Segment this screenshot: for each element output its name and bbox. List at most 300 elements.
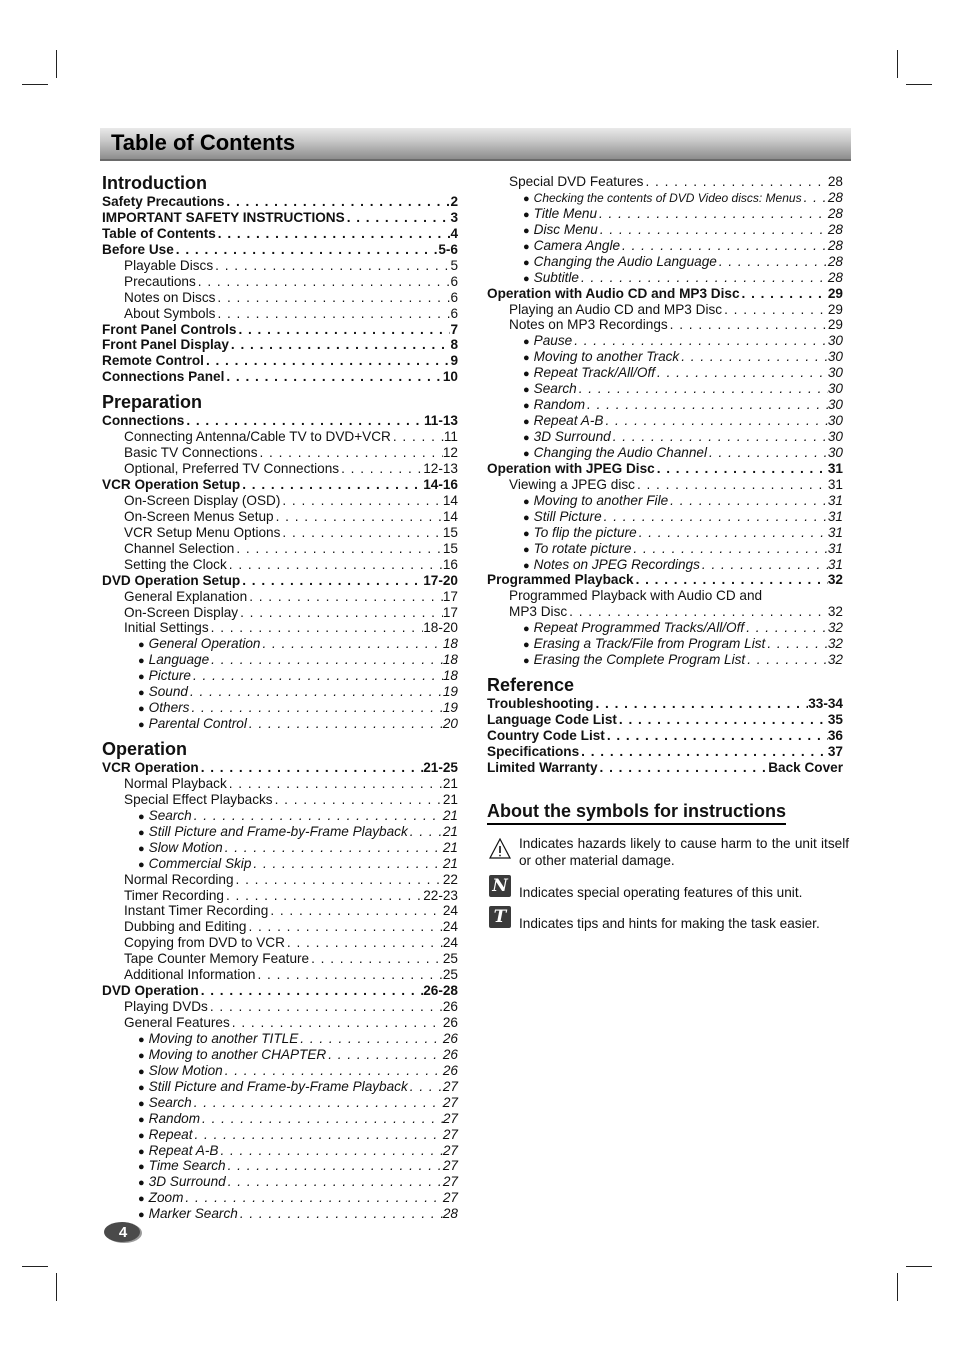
toc-entry[interactable] (102, 477, 458, 493)
dot-leader (199, 760, 424, 776)
toc-entry-page: 3 (450, 209, 458, 225)
toc-entry-label: Channel Selection (124, 540, 235, 556)
section-heading-preparation: Preparation (102, 392, 203, 413)
toc-entry[interactable] (487, 572, 843, 588)
crop-mark (897, 50, 898, 78)
toc-entry-label: ● Random (523, 397, 586, 413)
bullet-icon: ● (523, 527, 530, 540)
dot-leader (196, 274, 451, 290)
toc-entry-page: 28 (827, 253, 843, 269)
dot-leader (611, 429, 828, 445)
toc-entry[interactable] (102, 935, 458, 951)
toc-entry-page: 14 (442, 508, 458, 524)
bullet-icon: ● (523, 511, 530, 524)
toc-entry-page: 28 (827, 237, 843, 253)
toc-entry-page: 37 (827, 743, 843, 759)
bullet-icon: ● (523, 336, 530, 349)
toc-entry[interactable] (487, 317, 843, 333)
toc-entry-page: 6 (450, 289, 458, 305)
toc-entry[interactable] (102, 413, 458, 429)
toc-entry-label: ● 3D Surround (138, 1174, 226, 1190)
toc-entry[interactable] (487, 270, 843, 286)
toc-entry-label: Connecting Antenna/Cable TV to DVD+VCR (124, 429, 391, 445)
toc-entry-label: ● Repeat A-B (523, 413, 604, 429)
toc-entry[interactable] (487, 238, 843, 254)
toc-entry[interactable] (102, 493, 458, 509)
toc-entry[interactable] (487, 174, 843, 190)
dot-leader (408, 1079, 443, 1095)
bullet-icon: ● (523, 432, 530, 444)
page-title: Table of Contents (111, 130, 296, 155)
dot-leader (183, 1190, 442, 1206)
toc-entry-label: ● Repeat A-B (138, 1142, 219, 1158)
toc-entry-label: Tape Counter Memory Feature (124, 951, 310, 967)
toc-entry-page: 31 (827, 540, 843, 556)
toc-reference-rows (487, 696, 843, 776)
toc-entry-page: 21 (442, 807, 458, 823)
toc-entry[interactable] (102, 557, 458, 573)
toc-entry[interactable] (487, 712, 843, 728)
tip-t-icon: T (489, 906, 511, 928)
toc-entry[interactable] (487, 365, 843, 381)
toc-entry[interactable] (102, 1095, 458, 1111)
dot-leader (617, 712, 828, 728)
bullet-icon: ● (523, 384, 530, 397)
toc-entry[interactable] (102, 983, 458, 999)
toc-entry[interactable] (102, 210, 458, 226)
toc-entry[interactable] (487, 509, 843, 525)
dot-leader (192, 1095, 443, 1111)
toc-entry[interactable] (102, 1079, 458, 1095)
toc-entry-label: ● Still Picture and Frame-by-Frame Playback (138, 1078, 408, 1094)
toc-entry-label: ● Commercial Skip (138, 855, 252, 871)
toc-entry[interactable] (487, 190, 843, 206)
bullet-icon: ● (138, 1129, 145, 1142)
toc-entry[interactable] (487, 620, 843, 636)
toc-entry[interactable] (487, 652, 843, 668)
toc-entry-page: 16 (442, 556, 458, 572)
dot-leader (191, 668, 443, 684)
toc-entry-label: Viewing a JPEG disc (509, 476, 635, 492)
toc-entry[interactable] (102, 322, 458, 338)
toc-entry-page: 31 (827, 460, 843, 476)
toc-entry[interactable] (102, 337, 458, 353)
toc-right-column (487, 174, 843, 776)
toc-entry-page: 20 (442, 716, 458, 732)
dot-leader (230, 1015, 443, 1031)
bullet-icon: ● (138, 1097, 145, 1110)
toc-entry[interactable] (102, 258, 458, 274)
toc-entry[interactable] (487, 541, 843, 557)
toc-entry[interactable] (102, 1206, 458, 1222)
toc-entry[interactable] (102, 589, 458, 605)
toc-entry[interactable] (487, 728, 843, 744)
dot-leader (251, 856, 442, 872)
toc-entry-page: 18-20 (423, 620, 458, 636)
section-heading-reference: Reference (487, 675, 575, 696)
toc-entry-label: On-Screen Display (OSD) (124, 492, 281, 508)
toc-entry-label: Playable Discs (124, 257, 214, 273)
toc-entry[interactable] (102, 999, 458, 1015)
toc-entry[interactable] (102, 274, 458, 290)
toc-entry-page: 4 (450, 225, 458, 241)
toc-entry[interactable] (487, 397, 843, 413)
toc-entry[interactable] (102, 888, 458, 904)
toc-entry[interactable] (487, 696, 843, 712)
toc-entry-label: VCR Operation (102, 760, 199, 775)
bullet-icon: ● (138, 826, 145, 839)
toc-entry-page: 18 (442, 652, 458, 668)
toc-entry-page: 28 (827, 189, 843, 205)
dot-leader (224, 194, 450, 210)
toc-entry-label: ● Language (138, 652, 210, 668)
toc-entry[interactable] (102, 760, 458, 776)
dot-leader (234, 541, 443, 557)
toc-entry-wrapped-line[interactable]: Programmed Playback with Audio CD and (509, 588, 763, 604)
toc-entry[interactable] (102, 903, 458, 919)
toc-entry[interactable] (487, 349, 843, 365)
dot-leader (744, 620, 828, 636)
toc-entry-label: Playing DVDs (124, 999, 208, 1015)
bullet-icon: ● (138, 810, 145, 823)
toc-entry[interactable] (102, 242, 458, 258)
dot-leader (285, 935, 443, 951)
toc-entry[interactable] (102, 1190, 458, 1206)
toc-entry-label: Language Code List (487, 712, 617, 727)
symbol-text: Indicates special operating features of this unit. (519, 885, 803, 900)
toc-entry-label: ● Random (138, 1110, 201, 1126)
toc-entry[interactable] (487, 636, 843, 652)
dot-leader (655, 365, 828, 381)
dot-leader (240, 477, 423, 493)
toc-entry-label: ● Repeat Track/All/Off (523, 365, 656, 381)
section-heading-operation: Operation (102, 739, 188, 759)
toc-entry[interactable] (102, 1047, 458, 1063)
toc-entry-label: Setting the Clock (124, 556, 227, 572)
symbol-row-tip (487, 906, 849, 930)
toc-entry[interactable] (102, 840, 458, 856)
dot-leader (227, 557, 443, 573)
toc-entry[interactable] (102, 872, 458, 888)
toc-entry-label: On-Screen Menus Setup (124, 508, 274, 524)
toc-entry[interactable] (102, 509, 458, 525)
toc-entry[interactable] (487, 493, 843, 509)
toc-entry[interactable] (487, 206, 843, 222)
toc-entry-label: General Features (124, 1015, 230, 1030)
toc-entry[interactable] (102, 967, 458, 983)
toc-entry-page: 26 (442, 1062, 458, 1078)
toc-entry[interactable] (102, 684, 458, 700)
dot-leader (208, 999, 443, 1015)
toc-entry[interactable] (102, 792, 458, 808)
toc-entry-label: ● Time Search (138, 1158, 226, 1174)
toc-entry[interactable] (102, 290, 458, 306)
toc-entry-page: 18 (442, 636, 458, 652)
toc-entry[interactable] (102, 194, 458, 210)
dot-leader (274, 509, 443, 525)
toc-entry[interactable] (487, 286, 843, 302)
toc-entry-page: 32 (827, 652, 843, 668)
toc-entry[interactable] (487, 254, 843, 270)
toc-entry-label: On-Screen Display (124, 604, 239, 620)
toc-entry[interactable] (487, 413, 843, 429)
toc-entry[interactable] (487, 461, 843, 477)
toc-entry-label: MP3 Disc (509, 604, 568, 620)
toc-entry[interactable] (487, 477, 843, 493)
toc-entry-label: Basic TV Connections (124, 445, 258, 461)
section-heading-introduction: Introduction (102, 173, 207, 193)
toc-entry[interactable] (487, 222, 843, 238)
dot-leader (224, 369, 443, 385)
bullet-icon: ● (523, 416, 530, 429)
toc-left-column (102, 172, 458, 1222)
crop-mark (906, 84, 932, 85)
toc-entry[interactable] (102, 824, 458, 840)
toc-entry[interactable] (102, 525, 458, 541)
toc-entry-page: 12 (442, 445, 458, 461)
toc-entry-page: 28 (827, 205, 843, 221)
bullet-icon: ● (138, 1113, 145, 1126)
toc-entry-label: General Explanation (124, 588, 248, 604)
toc-entry[interactable] (487, 525, 843, 541)
bullet-icon: ● (138, 655, 145, 668)
page-number: 4 (118, 1224, 128, 1241)
bullet-icon: ● (138, 671, 145, 684)
bullet-icon: ● (523, 639, 530, 652)
toc-entry-page: 24 (442, 935, 458, 951)
dot-leader (635, 477, 828, 493)
toc-entry[interactable] (102, 636, 458, 652)
toc-entry-page: 32 (827, 620, 843, 636)
toc-entry[interactable] (102, 856, 458, 872)
toc-entry-label: IMPORTANT SAFETY INSTRUCTIONS (102, 209, 345, 225)
toc-entry-label: ● To rotate picture (523, 540, 632, 556)
toc-entry-label: Initial Settings (124, 620, 209, 636)
dot-leader (218, 1143, 442, 1159)
dot-leader (280, 493, 443, 509)
dot-leader (620, 238, 828, 254)
dot-leader (273, 792, 443, 808)
bullet-icon: ● (523, 368, 530, 381)
toc-entry[interactable] (102, 461, 458, 477)
toc-entry[interactable] (102, 716, 458, 732)
toc-entry-page: 30 (827, 397, 843, 413)
toc-entry-label: Operation with Audio CD and MP3 Disc (487, 285, 740, 301)
toc-entry-label: Normal Recording (124, 871, 234, 887)
dot-leader (391, 429, 444, 445)
toc-entry[interactable] (487, 381, 843, 397)
crop-mark (22, 84, 48, 85)
dot-leader (577, 381, 828, 397)
dot-leader (199, 983, 424, 999)
dot-leader (258, 445, 443, 461)
dot-leader (668, 493, 828, 509)
symbol-text: Indicates hazards likely to cause harm to the unit itself or other material damage. (519, 836, 849, 868)
crop-mark (906, 1266, 932, 1267)
toc-entry-label: VCR Operation Setup (102, 477, 241, 492)
toc-entry-page: 5-6 (438, 241, 458, 257)
toc-entry-label: Table of Contents (102, 225, 216, 241)
toc-entry-label: ● Moving to another CHAPTER (138, 1046, 327, 1062)
toc-entry[interactable] (102, 1143, 458, 1159)
toc-entry[interactable] (102, 951, 458, 967)
toc-entry[interactable] (487, 744, 843, 760)
toc-entry[interactable] (102, 1063, 458, 1079)
toc-entry[interactable] (102, 369, 458, 385)
toc-entry[interactable] (102, 776, 458, 792)
toc-entry[interactable] (102, 429, 458, 445)
toc-entry-page: 14-16 (423, 477, 458, 492)
toc-entry[interactable] (102, 1111, 458, 1127)
dot-leader (236, 322, 450, 338)
bullet-icon: ● (523, 192, 530, 205)
bullet-icon: ● (138, 1161, 145, 1174)
toc-entry-page: 22-23 (423, 887, 458, 903)
dot-leader (188, 684, 443, 700)
toc-entry[interactable] (102, 306, 458, 322)
dot-leader (223, 840, 443, 856)
toc-entry[interactable] (487, 760, 843, 776)
toc-entry[interactable] (102, 605, 458, 621)
toc-entry-label: ● Checking the contents of DVD Video discs: Menus (523, 190, 802, 205)
dot-leader (745, 652, 828, 668)
dot-leader (223, 1063, 443, 1079)
toc-entry-label: Front Panel Controls (102, 321, 237, 337)
dot-leader (598, 222, 828, 238)
toc-entry-page: 28 (827, 269, 843, 285)
toc-entry[interactable] (487, 445, 843, 461)
bullet-icon: ● (138, 1065, 145, 1078)
dot-leader (174, 242, 439, 258)
toc-entry[interactable] (102, 919, 458, 935)
dot-leader (597, 206, 828, 222)
dot-leader (572, 333, 828, 349)
toc-entry[interactable] (102, 1158, 458, 1174)
toc-entry-page: 29 (827, 317, 843, 333)
toc-entry-page: 26 (442, 1046, 458, 1062)
toc-entry[interactable] (487, 557, 843, 573)
toc-entry-label: Safety Precautions (102, 194, 225, 209)
toc-entry-page: 31 (827, 508, 843, 524)
bullet-icon: ● (138, 639, 145, 652)
toc-entry-label: ● Erasing a Track/File from Program List (523, 636, 766, 652)
dot-leader (224, 888, 423, 904)
toc-entry-page: 21 (442, 839, 458, 855)
toc-entry-label: ● Subtitle (523, 269, 579, 285)
toc-entry-label: Special DVD Features (509, 174, 644, 189)
toc-entry-label: Connections Panel (102, 369, 225, 385)
toc-entry-label: Normal Playback (124, 775, 227, 791)
bullet-icon: ● (523, 240, 530, 253)
dot-leader (192, 808, 443, 824)
bullet-icon: ● (138, 1049, 145, 1062)
dot-leader (226, 1174, 443, 1190)
dot-leader (189, 700, 442, 716)
toc-entry[interactable] (487, 333, 843, 349)
toc-entry-page: 21-25 (423, 760, 458, 775)
toc-entry-page: 17 (442, 588, 458, 604)
toc-entry[interactable] (102, 1031, 458, 1047)
toc-entry-label: ● Title Menu (523, 205, 597, 221)
crop-mark (56, 1273, 57, 1301)
bullet-icon: ● (138, 1081, 145, 1094)
bullet-icon: ● (138, 858, 145, 871)
crop-mark (56, 50, 57, 78)
dot-leader (227, 776, 443, 792)
toc-entry-page: 26 (442, 999, 458, 1015)
toc-entry[interactable] (102, 700, 458, 716)
toc-entry-page: 32 (827, 636, 843, 652)
toc-entry[interactable] (102, 620, 458, 636)
dot-leader (643, 174, 827, 190)
bullet-icon: ● (138, 1193, 145, 1206)
toc-entry-label: ● Pause (523, 333, 573, 349)
dot-leader (345, 210, 451, 226)
dot-leader (193, 1127, 443, 1143)
toc-entry-label: ● Still Picture and Frame-by-Frame Playback (138, 823, 408, 839)
bullet-icon: ● (523, 559, 530, 572)
toc-entry-page: 36 (827, 727, 843, 743)
toc-entry-label: ● Zoom (138, 1190, 184, 1206)
toc-entry[interactable] (487, 429, 843, 445)
toc-entry-page: 24 (442, 903, 458, 919)
toc-entry-page: 22 (442, 871, 458, 887)
toc-entry[interactable] (102, 1127, 458, 1143)
toc-entry-label: Limited Warranty (487, 759, 598, 775)
toc-entry[interactable] (102, 668, 458, 684)
dot-leader (229, 337, 451, 353)
warning-triangle-icon (489, 838, 511, 860)
dot-leader (268, 903, 443, 919)
dot-leader (326, 1047, 443, 1063)
bullet-icon: ● (138, 1177, 145, 1190)
toc-entry[interactable] (102, 1174, 458, 1190)
bullet-icon: ● (138, 719, 145, 732)
toc-entry-page: 30 (827, 349, 843, 365)
toc-entry[interactable] (102, 353, 458, 369)
toc-entry[interactable] (102, 541, 458, 557)
dot-leader (679, 349, 828, 365)
toc-entry-page: 27 (442, 1078, 458, 1094)
toc-entry-page: 30 (827, 365, 843, 381)
toc-entry[interactable] (102, 1015, 458, 1031)
toc-entry-page: 18 (442, 668, 458, 684)
toc-entry-page: 29 (827, 285, 843, 301)
dot-leader (213, 258, 450, 274)
note-n-icon: N (489, 875, 511, 897)
dot-leader (579, 744, 828, 760)
dot-leader (408, 824, 443, 840)
toc-entry[interactable] (102, 445, 458, 461)
bullet-icon: ● (138, 1209, 145, 1222)
toc-entry[interactable] (487, 302, 843, 318)
symbol-row-warning (487, 835, 849, 871)
toc-entry-label: ● Picture (138, 668, 191, 684)
toc-entry[interactable] (487, 604, 843, 620)
toc-entry[interactable] (102, 573, 458, 589)
toc-entry-page: 21 (442, 791, 458, 807)
toc-entry-page: 27 (442, 1094, 458, 1110)
bullet-icon: ● (523, 400, 530, 413)
bullet-icon: ● (523, 543, 530, 556)
dot-leader (717, 254, 828, 270)
toc-entry-label: ● Disc Menu (523, 221, 598, 237)
toc-entry[interactable] (102, 808, 458, 824)
toc-entry-page: 6 (450, 273, 458, 289)
toc-entry[interactable] (102, 226, 458, 242)
page-number-badge (103, 1221, 143, 1245)
toc-entry[interactable] (102, 652, 458, 668)
